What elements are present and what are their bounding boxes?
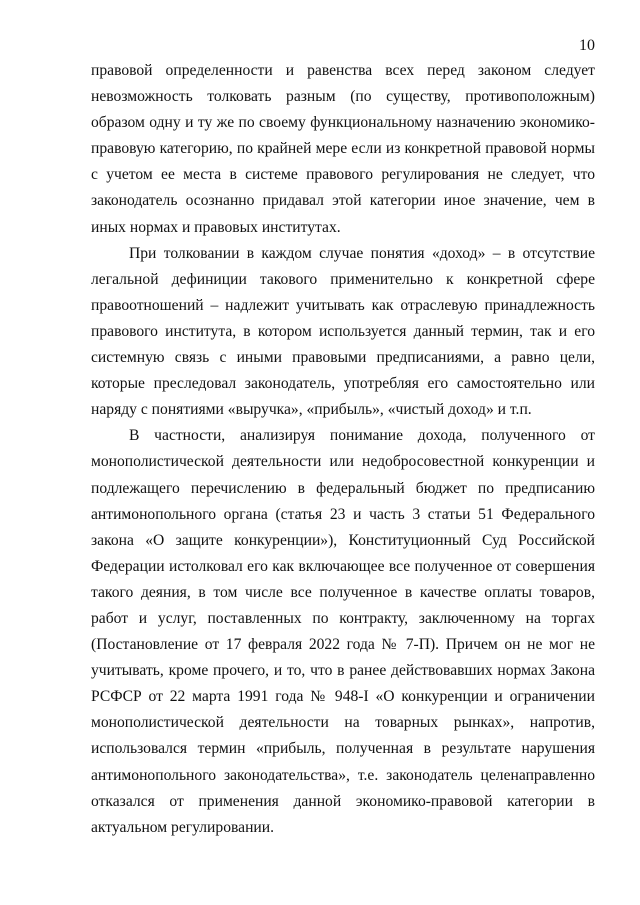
paragraph-court-analysis: В частности, анализируя понимание дохода, полученного от монополистической деятельности или недобросовестной конкуренции и подлежащего перечислению в федеральный бюджет по предписанию антимонопольного органа (статья 23 и часть 3 статьи 51 Федерального закона «О защите конкуренции»), Конституционный Суд Российской Федерации истолковал его как включающее все полученное от совершения такого деяния, в том числе все полученное в качестве оплаты товаров, работ и услуг, поставленных по контракту, заключенному на торгах (Постановление от 17 февраля 2022 года № 7-П). Причем он не мог не учитывать, кроме прочего, и то, что в ранее действовавших нормах Закона РСФСР от 22 марта 1991 года № 948-I «О конкуренции и ограничении монополистической деятельности на товарных рынках», напротив, использовался термин «прибыль, полученная в результате нарушения антимонопольного законодательства», т.е. законодатель целенаправленно отказался от применения данной экономико-правовой категории в актуальном регулировании. bbox=[91, 427, 595, 836]
document-body bbox=[91, 58, 595, 841]
paragraph-income-interpretation: При толковании в каждом случае понятия «доход» – в отсутствие легальной дефиниции такового применительно к конкретной сфере правоотношений – надлежит учитывать как отраслевую принадлежность правового института, в котором используется данный термин, так и его системную связь с иными правовыми предписаниями, а равно цели, которые преследовал законодатель, употребляя его самостоятельно или наряду с понятиями «выручка», «прибыль», «чистый доход» и т.п. bbox=[91, 244, 595, 419]
page-number: 10 bbox=[579, 37, 595, 54]
paragraph-continued: правовой определенности и равенства всех перед законом следует невозможность толковать разным (по существу, противоположным) образом одну и ту же по своему функциональному назначению экономико-правовую категорию, по крайней мере если из конкретной правовой нормы с учетом ее места в системе правового регулирования не следует, что законодатель осознанно придавал этой категории иное значение, чем в иных нормах и правовых институтах. bbox=[91, 62, 595, 236]
